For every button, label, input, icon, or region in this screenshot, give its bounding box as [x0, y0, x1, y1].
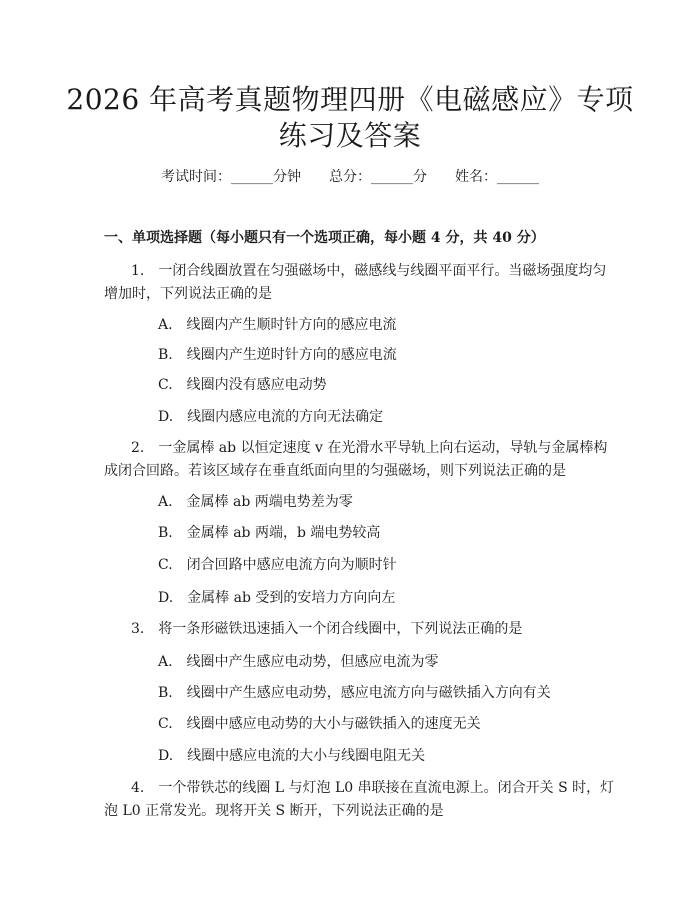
exam-info [0, 166, 700, 188]
question-2-option-c: C. 闭合回路中感应电流方向为顺时针 [158, 557, 397, 573]
question-3-option-d: D. 线圈中感应电流的大小与线圈电阻无关 [158, 748, 426, 764]
question-3-option-c: C. 线圈中感应电动势的大小与磁铁插入的速度无关 [158, 716, 481, 732]
question-3-option-a: A. 线圈中产生感应电动势，但感应电流为零 [158, 654, 439, 670]
question-4-stem-line-1: 4. 一个带铁芯的线圈 L 与灯泡 L0 串联接在直流电源上。闭合开关 S 时，灯 [131, 780, 615, 796]
question-3-stem-line-1: 3. 将一条形磁铁迅速插入一个闭合线圈中，下列说法正确的是 [131, 621, 523, 637]
question-1-option-c: C. 线圈内没有感应电动势 [158, 377, 327, 393]
section-heading: 一、单项选择题（每小题只有一个选项正确，每小题 4 分，共 40 分） [104, 230, 545, 246]
total-score-field: 总分：______分 [329, 169, 427, 185]
exam-time-field: 考试时间：______分钟 [161, 169, 301, 185]
document-title-line-2: 练习及答案 [278, 119, 422, 152]
question-4-stem-line-2: 泡 L0 正常发光。现将开关 S 断开，下列说法正确的是 [104, 803, 444, 819]
question-2-stem-line-2: 成闭合回路。若该区域存在垂直纸面向里的匀强磁场，则下列说法正确的是 [104, 463, 566, 479]
document-title-line-1: 2026 年高考真题物理四册《电磁感应》专项 [66, 83, 634, 116]
question-1-stem-line-1: 1. 一闭合线圈放置在匀强磁场中，磁感线与线圈平面平行。当磁场强度均匀 [131, 263, 607, 279]
question-1-option-a: A. 线圈内产生顺时针方向的感应电流 [158, 317, 397, 333]
question-2-option-a: A. 金属棒 ab 两端电势差为零 [158, 494, 353, 510]
question-1-stem-line-2: 增加时，下列说法正确的是 [104, 286, 272, 302]
question-2-stem-line-1: 2. 一金属棒 ab 以恒定速度 v 在光滑水平导轨上向右运动，导轨与金属棒构 [131, 440, 608, 456]
student-name-field: 姓名：______ [455, 169, 539, 185]
question-1-option-b: B. 线圈内产生逆时针方向的感应电流 [158, 347, 397, 363]
question-3-option-b: B. 线圈中产生感应电动势，感应电流方向与磁铁插入方向有关 [158, 685, 551, 701]
question-2-option-b: B. 金属棒 ab 两端，b 端电势较高 [158, 525, 381, 541]
question-2-option-d: D. 金属棒 ab 受到的安培力方向向左 [158, 590, 396, 606]
question-1-option-d: D. 线圈内感应电流的方向无法确定 [158, 409, 384, 425]
